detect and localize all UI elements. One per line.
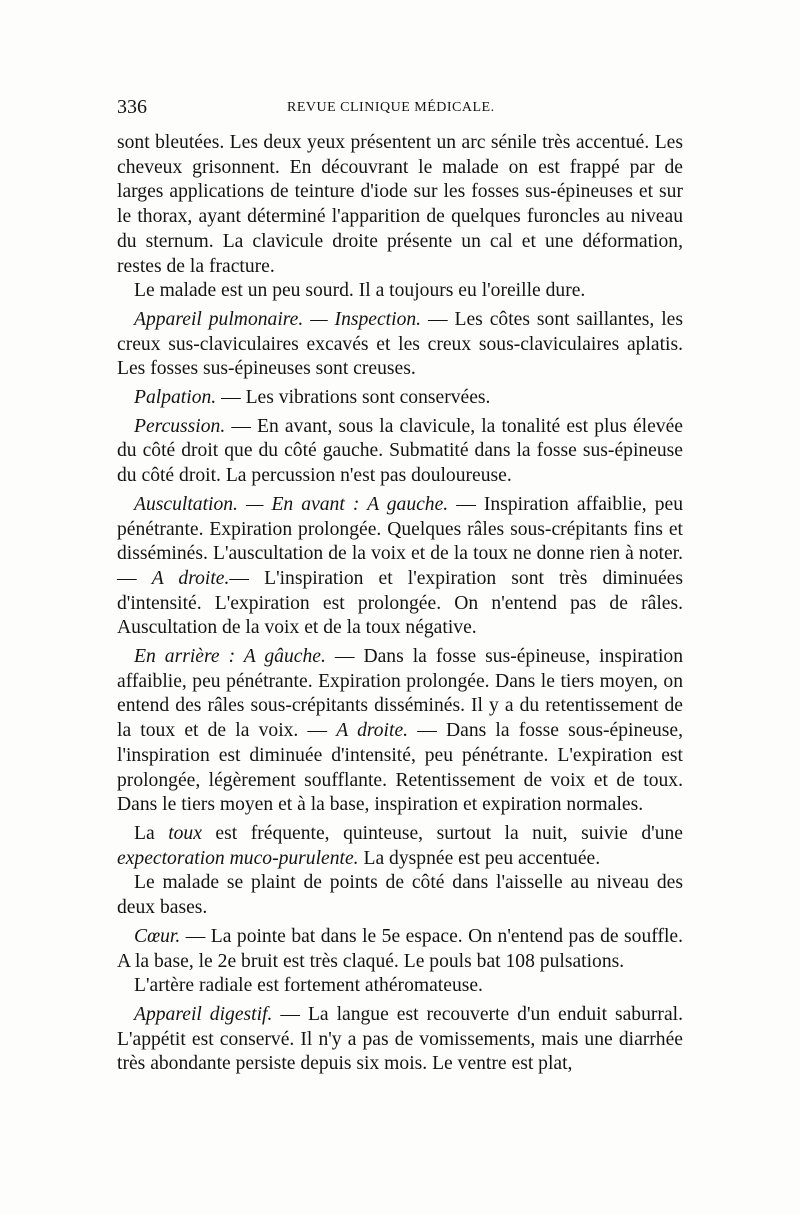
paragraph	[117, 925, 683, 974]
paragraph-text: — L'inspiration et l'expiration sont très diminuées d'intensité. L'expiration est prolongée. On n'entend pas de râles. Auscultation de la voix et de la toux négative.	[117, 567, 683, 639]
paragraph-text: est fréquente, quinteuse, surtout la nuit, suivie d'une	[201, 822, 683, 844]
paragraph-text: — Inspiration affaiblie, peu pénétrante. Expiration prolongée. Quelques râles sous-crépitants fins et disséminés. L'auscultation de la voix et de la toux ne donne rien à noter. —	[117, 493, 683, 589]
paragraph	[117, 386, 683, 411]
paragraph	[117, 822, 683, 871]
section-heading: Appareil pulmonaire. — Inspection.	[134, 308, 422, 330]
paragraph-text: — Dans la fosse sous-épineuse, l'inspiration est diminuée d'intensité, peu pénétrante. L'expiration est prolongée, légèrement soufflante. Retentissement de voix et de toux. Dans le tiers moyen et à la base, inspiration et expiration normales.	[117, 720, 683, 816]
paragraph	[117, 493, 683, 641]
paragraph-text: — Les côtes sont saillantes, les creux sus-claviculaires excavés et les creux sous-claviculaires aplatis. Les fosses sus-épineuses sont creuses.	[117, 308, 683, 380]
paragraph	[117, 415, 683, 489]
paragraph	[117, 974, 683, 999]
paragraph-text: L'artère radiale est fortement athéromateuse.	[134, 975, 483, 997]
page-number: 336	[117, 96, 147, 118]
paragraph-text: La dyspnée est peu accentuée.	[358, 847, 601, 869]
section-heading: Appareil digestif.	[134, 1003, 273, 1025]
emphasis: expectoration muco-purulente.	[117, 847, 359, 869]
section-heading: Percussion.	[134, 415, 226, 437]
paragraph	[117, 645, 683, 818]
paragraph-text: — Les vibrations sont conservées.	[216, 387, 491, 409]
paragraph-text: Le malade se plaint de points de côté dans l'aisselle au niveau des deux bases.	[117, 872, 683, 919]
page-header	[117, 96, 683, 124]
paragraph-text: sont bleutées. Les deux yeux présentent un arc sénile très accentué. Les cheveux grisonnent. En découvrant le malade on est frappé par de larges applications de teinture d'iode sur les fosses sus-épineuses et sur le thorax, ayant déterminé l'apparition de quelques furoncles au niveau du sternum. La clavicule droite présente un cal et une déformation, restes de la fracture.	[117, 132, 683, 277]
paragraph-text: — La langue est recouverte d'un enduit saburral. L'appétit est conservé. Il n'y a pas de vomissements, mais une diarrhée très abondante persiste depuis six mois. Le ventre est plat,	[117, 1003, 683, 1075]
emphasis: toux	[168, 822, 202, 844]
paragraph-text: — La pointe bat dans le 5e espace. On n'entend pas de souffle. A la base, le 2e bruit est très claqué. Le pouls bat 108 pulsations.	[117, 925, 683, 972]
body-text	[117, 131, 683, 1077]
paragraph	[117, 1003, 683, 1077]
section-heading: A droite.	[336, 720, 409, 742]
section-heading: Palpation.	[134, 387, 217, 409]
section-heading: Cœur.	[134, 925, 181, 947]
paragraph-text: La	[134, 822, 155, 844]
paragraph	[117, 131, 683, 279]
section-heading: A droite.	[151, 567, 230, 589]
paragraph	[117, 279, 683, 304]
running-title: REVUE CLINIQUE MÉDICALE.	[287, 100, 495, 115]
paragraph	[117, 308, 683, 382]
paragraph-text: Le malade est un peu sourd. Il a toujours eu l'oreille dure.	[134, 280, 586, 302]
paragraph-text: — Dans la fosse sus-épineuse, inspiration affaiblie, peu pénétrante. Expiration prolongée. Dans le tiers moyen, on entend des râles sous-crépitants disséminés. Il y a du retentissement de la toux et de la voix. —	[117, 646, 683, 742]
paragraph-text: — En avant, sous la clavicule, la tonalité est plus élevée du côté droit que du côté gauche. Submatité dans la fosse sus-épineuse du côté droit. La percussion n'est pas douloureuse.	[117, 415, 683, 487]
paragraph	[117, 871, 683, 920]
section-heading: En arrière : A gâuche.	[134, 646, 326, 668]
section-heading: Auscultation. — En avant : A gauche.	[134, 493, 449, 515]
